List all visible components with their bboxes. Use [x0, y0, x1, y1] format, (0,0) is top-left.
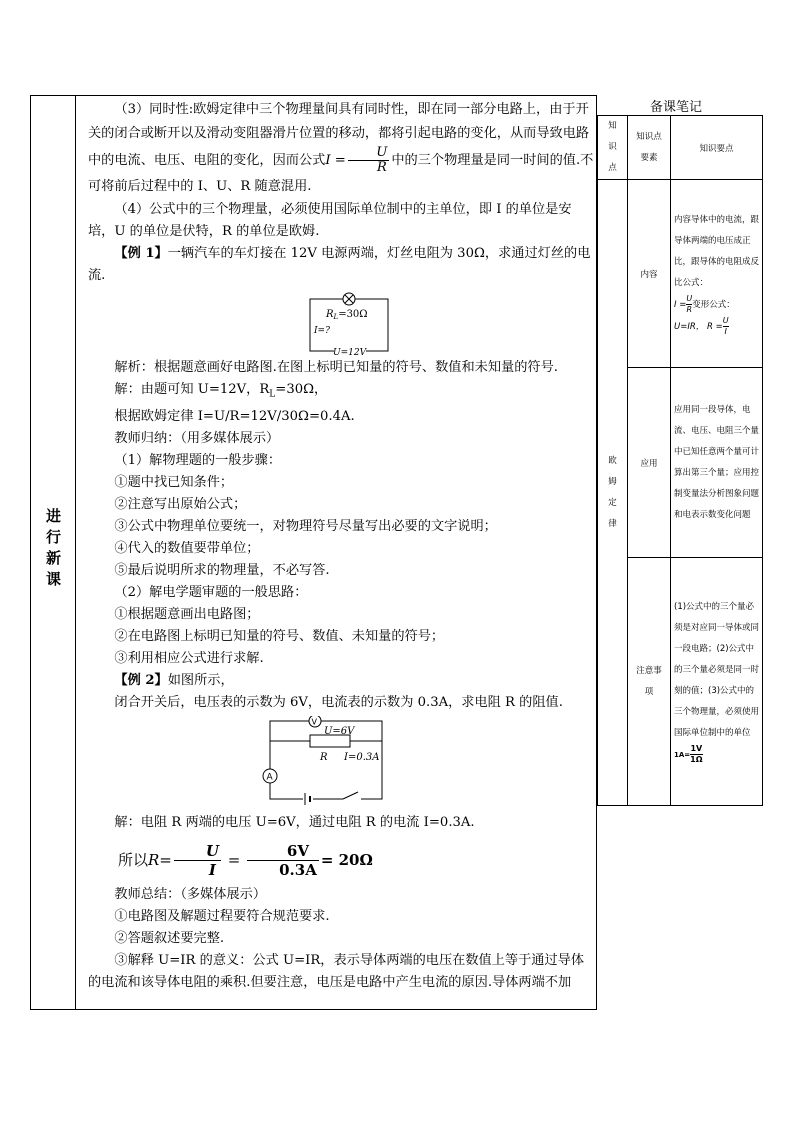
unit-text: 1A= — [674, 751, 691, 759]
example-1-solution — [88, 379, 594, 406]
fraction-denominator: R — [376, 160, 387, 175]
notes-table — [597, 115, 763, 806]
current-label: I=0.3A — [344, 751, 380, 763]
example-2-question: 闭合开关后，电压表的示数为 6V，电流表的示数为 0.3A，求电阻 R 的阻值. — [114, 694, 563, 710]
voltage-label: U=6V — [324, 725, 355, 737]
example-2-solution: 解：电阻 R 两端的电压 U=6V，通过电阻 R 的电流 I=0.3A. — [114, 814, 475, 830]
fraction-numerator: 6V — [247, 842, 319, 861]
header-knowledge-element: 知识点要素 — [628, 116, 671, 180]
teacher-summary-2: 教师总结：（多媒体展示） — [114, 886, 267, 902]
fraction-numerator: U — [348, 146, 390, 161]
unit-fraction: $\frac{1V}{1\Omega}$ — [690, 744, 703, 764]
formula-meaning: ③解释 U=IR 的意义：公式 U=IR，表示导体两端的电压在数值上等于通过导体的电流和该导体电阻的乘积.但要注意，电压是电路中产生电流的原因.导体两端不加 — [88, 952, 585, 990]
formula-lhs: I = — [325, 153, 346, 168]
formula-fraction: $\frac{U}{R}$ — [686, 293, 693, 314]
formula-lhs: I = — [674, 299, 687, 310]
subscript: L — [269, 389, 276, 400]
example-1-analysis: 解析：根据题意画好电路图.在图上标明已知量的符号、数值和未知量的符号. — [114, 360, 558, 375]
formula-fraction — [247, 842, 319, 879]
voltage-label: U=12V — [333, 348, 367, 355]
ammeter-label: A — [266, 772, 273, 783]
switch-gap — [343, 796, 361, 802]
resistance-label: $R_L=30\Omega$ — [326, 309, 368, 321]
section-label-char: 新 — [45, 549, 61, 567]
header-key-points: 知识要点 — [671, 116, 763, 180]
summary-item: ②答题叙述要完整. — [114, 930, 225, 946]
paragraph-simultaneity — [88, 98, 594, 199]
solution-text: 解：由题可知 U=12V，R — [114, 382, 270, 397]
idea-item: ②在电路图上标明已知量的符号、数值、未知量的符号； — [114, 628, 445, 644]
formula-fraction: $\frac{U}{I}$ — [722, 315, 729, 336]
lesson-content — [88, 98, 594, 994]
element-cell: 注意事项 — [628, 558, 671, 806]
formula-lhs: R= — [148, 850, 172, 869]
teacher-summary-1: 教师归纳：（用多媒体展示） — [114, 430, 280, 446]
key-point-text: 变形公式： — [692, 299, 735, 310]
section-label — [31, 506, 76, 590]
step-item: ②注意写出原始公式； — [114, 496, 247, 512]
element-cell: 应用 — [628, 368, 671, 558]
idea-item: ③利用相应公式进行求解. — [114, 650, 264, 666]
formula-lhs: R = — [706, 321, 723, 332]
section-label-char: 进 — [45, 507, 61, 525]
formula-text: U=IR， — [674, 321, 705, 332]
resistor-label: R — [320, 751, 328, 763]
step-item: ④代入的数值要带单位； — [114, 540, 260, 556]
element-cell: 内容 — [628, 180, 671, 368]
key-point-cell — [671, 558, 763, 806]
step-item: ⑤最后说明所求的物理量，不必写答. — [114, 562, 330, 578]
header-knowledge-point: 知识点 — [598, 116, 628, 180]
fraction-denominator: 0.3A — [279, 861, 317, 880]
circuit-diagram-2 — [88, 716, 594, 806]
current-label: I=? — [314, 326, 330, 336]
formula-fraction — [348, 146, 390, 175]
section-label-column — [31, 96, 76, 1009]
notes-row — [598, 180, 763, 368]
section-label-char: 课 — [45, 570, 61, 588]
formula-result: = 20Ω — [320, 850, 373, 869]
lesson-frame — [30, 95, 597, 1010]
example-title: 【例 1】 — [114, 246, 168, 261]
fraction-denominator: I — [208, 861, 216, 880]
voltmeter-label: V — [311, 717, 317, 727]
notes-title: 备课笔记 — [650, 100, 703, 115]
summary-item: ①电路图及解题过程要符合规范要求. — [114, 908, 330, 924]
idea-item: ①根据题意画出电路图； — [114, 606, 260, 622]
example-title: 【例 2】 — [114, 672, 168, 688]
example-text: 一辆汽车的车灯接在 12V 电源两端，灯丝电阻为 30Ω，求通过灯丝的电流. — [88, 246, 591, 283]
steps-title: （1）解物理题的一般步骤： — [114, 452, 282, 468]
paragraph-units: （4）公式中的三个物理量，必须使用国际单位制中的主单位，即 I 的单位是安培，U 的单位是伏特，R 的单位是欧姆. — [88, 202, 572, 239]
example-text: 如图所示， — [167, 672, 234, 688]
key-point-text: (1)公式中的三个量必须是对应同一导体或同一段电路；(2)公式中的三个量必须是同一时刻的值；(3)公式中的三个物理量，必须使用国际单位制中的单位 — [674, 602, 760, 738]
paragraph-text: （3）同时性:欧姆定律中三个物理量间具有同时性，即在同一部分电路上，由于开关的闭合或断开以及滑动变阻器滑片位置的移动，都将引起电路的变化，从而导致电路中的电流、电压、电阻的变化，因而公式 — [88, 102, 590, 168]
fraction-numerator: U — [174, 842, 221, 861]
example-2-formula: 所以R= $\frac{U}{I}$ = $\frac{6V}{0.3A}$ = 20Ω — [118, 842, 373, 880]
formula-fraction — [174, 842, 221, 879]
key-point-text: 内容导体中的电流，跟导体两端的电压成正比，跟导体的电阻成反比公式： — [674, 214, 760, 288]
circuit-diagram-1 — [88, 289, 594, 355]
key-point-cell: 应用同一段导体，电流、电压、电阻三个量中已知任意两个量可计算出第三个量；应用控制变量法分析图象问题和电表示数变化问题 — [671, 368, 763, 558]
solution-text: =30Ω， — [275, 382, 328, 397]
paragraph-text: 中的三个物理量是同一时间的值.不可将前后过程中的 I、U、R 随意混用. — [88, 153, 594, 194]
key-point-cell — [671, 180, 763, 368]
topic-cell: 欧姆定律 — [598, 180, 628, 806]
example-2 — [88, 670, 594, 692]
notes-header-row — [598, 116, 763, 180]
circuit-wire — [310, 299, 388, 351]
step-item: ③公式中物理单位要统一，对物理符号尽量写出必要的文字说明； — [114, 518, 497, 534]
section-label-char: 行 — [45, 528, 61, 546]
example-1 — [88, 243, 594, 287]
ideas-title: （2）解电学题审题的一般思路： — [114, 584, 308, 600]
step-item: ①题中找已知条件； — [114, 474, 234, 490]
example-1-calculation: 根据欧姆定律 I=U/R=12V/30Ω=0.4A. — [114, 408, 355, 424]
formula-prefix: 所以 — [118, 850, 149, 869]
